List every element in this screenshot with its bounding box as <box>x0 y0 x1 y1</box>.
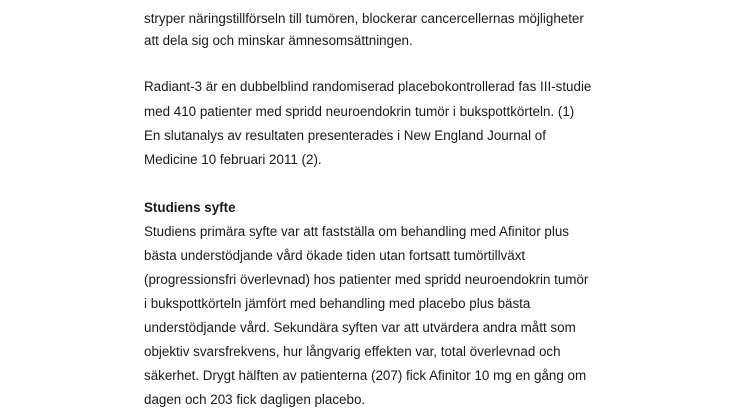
text-line: (progressionsfri överlevnad) hos patienter med spridd neuroendokrin tumör <box>144 272 589 287</box>
text-line: understödjande vård. Sekundära syften var att utvärdera andra mått som <box>144 320 576 335</box>
section-heading: Studiens syfte <box>144 200 236 215</box>
text-line: objektiv svarsfrekvens, hur långvarig effekten var, total överlevnad och <box>144 344 561 359</box>
text-line: En slutanalys av resultaten presenterades i New England Journal of <box>144 128 546 143</box>
text-line: dagen och 203 fick dagligen placebo. <box>144 392 366 407</box>
text-line: Radiant-3 är en dubbelblind randomiserad placebokontrollerad fas III-studie <box>144 79 592 94</box>
text-line: i bukspottkörteln jämfört med behandling med placebo plus bästa <box>144 296 531 311</box>
text-line: med 410 patienter med spridd neuroendokrin tumör i bukspottkörteln. (1) <box>144 104 575 119</box>
text-line: säkerhet. Drygt hälften av patienterna (207) fick Afinitor 10 mg en gång om <box>144 368 587 383</box>
text-line: Studiens primära syfte var att fastställa om behandling med Afinitor plus <box>144 224 569 239</box>
text-line: stryper näringstillförseln till tumören, blockerar cancercellernas möjligheter <box>144 11 584 26</box>
text-line: att dela sig och minskar ämnesomsättningen. <box>144 33 413 48</box>
text-line: bästa understödjande vård ökade tiden utan fortsatt tumörtillväxt <box>144 248 526 263</box>
text-line: Medicine 10 februari 2011 (2). <box>144 152 322 167</box>
